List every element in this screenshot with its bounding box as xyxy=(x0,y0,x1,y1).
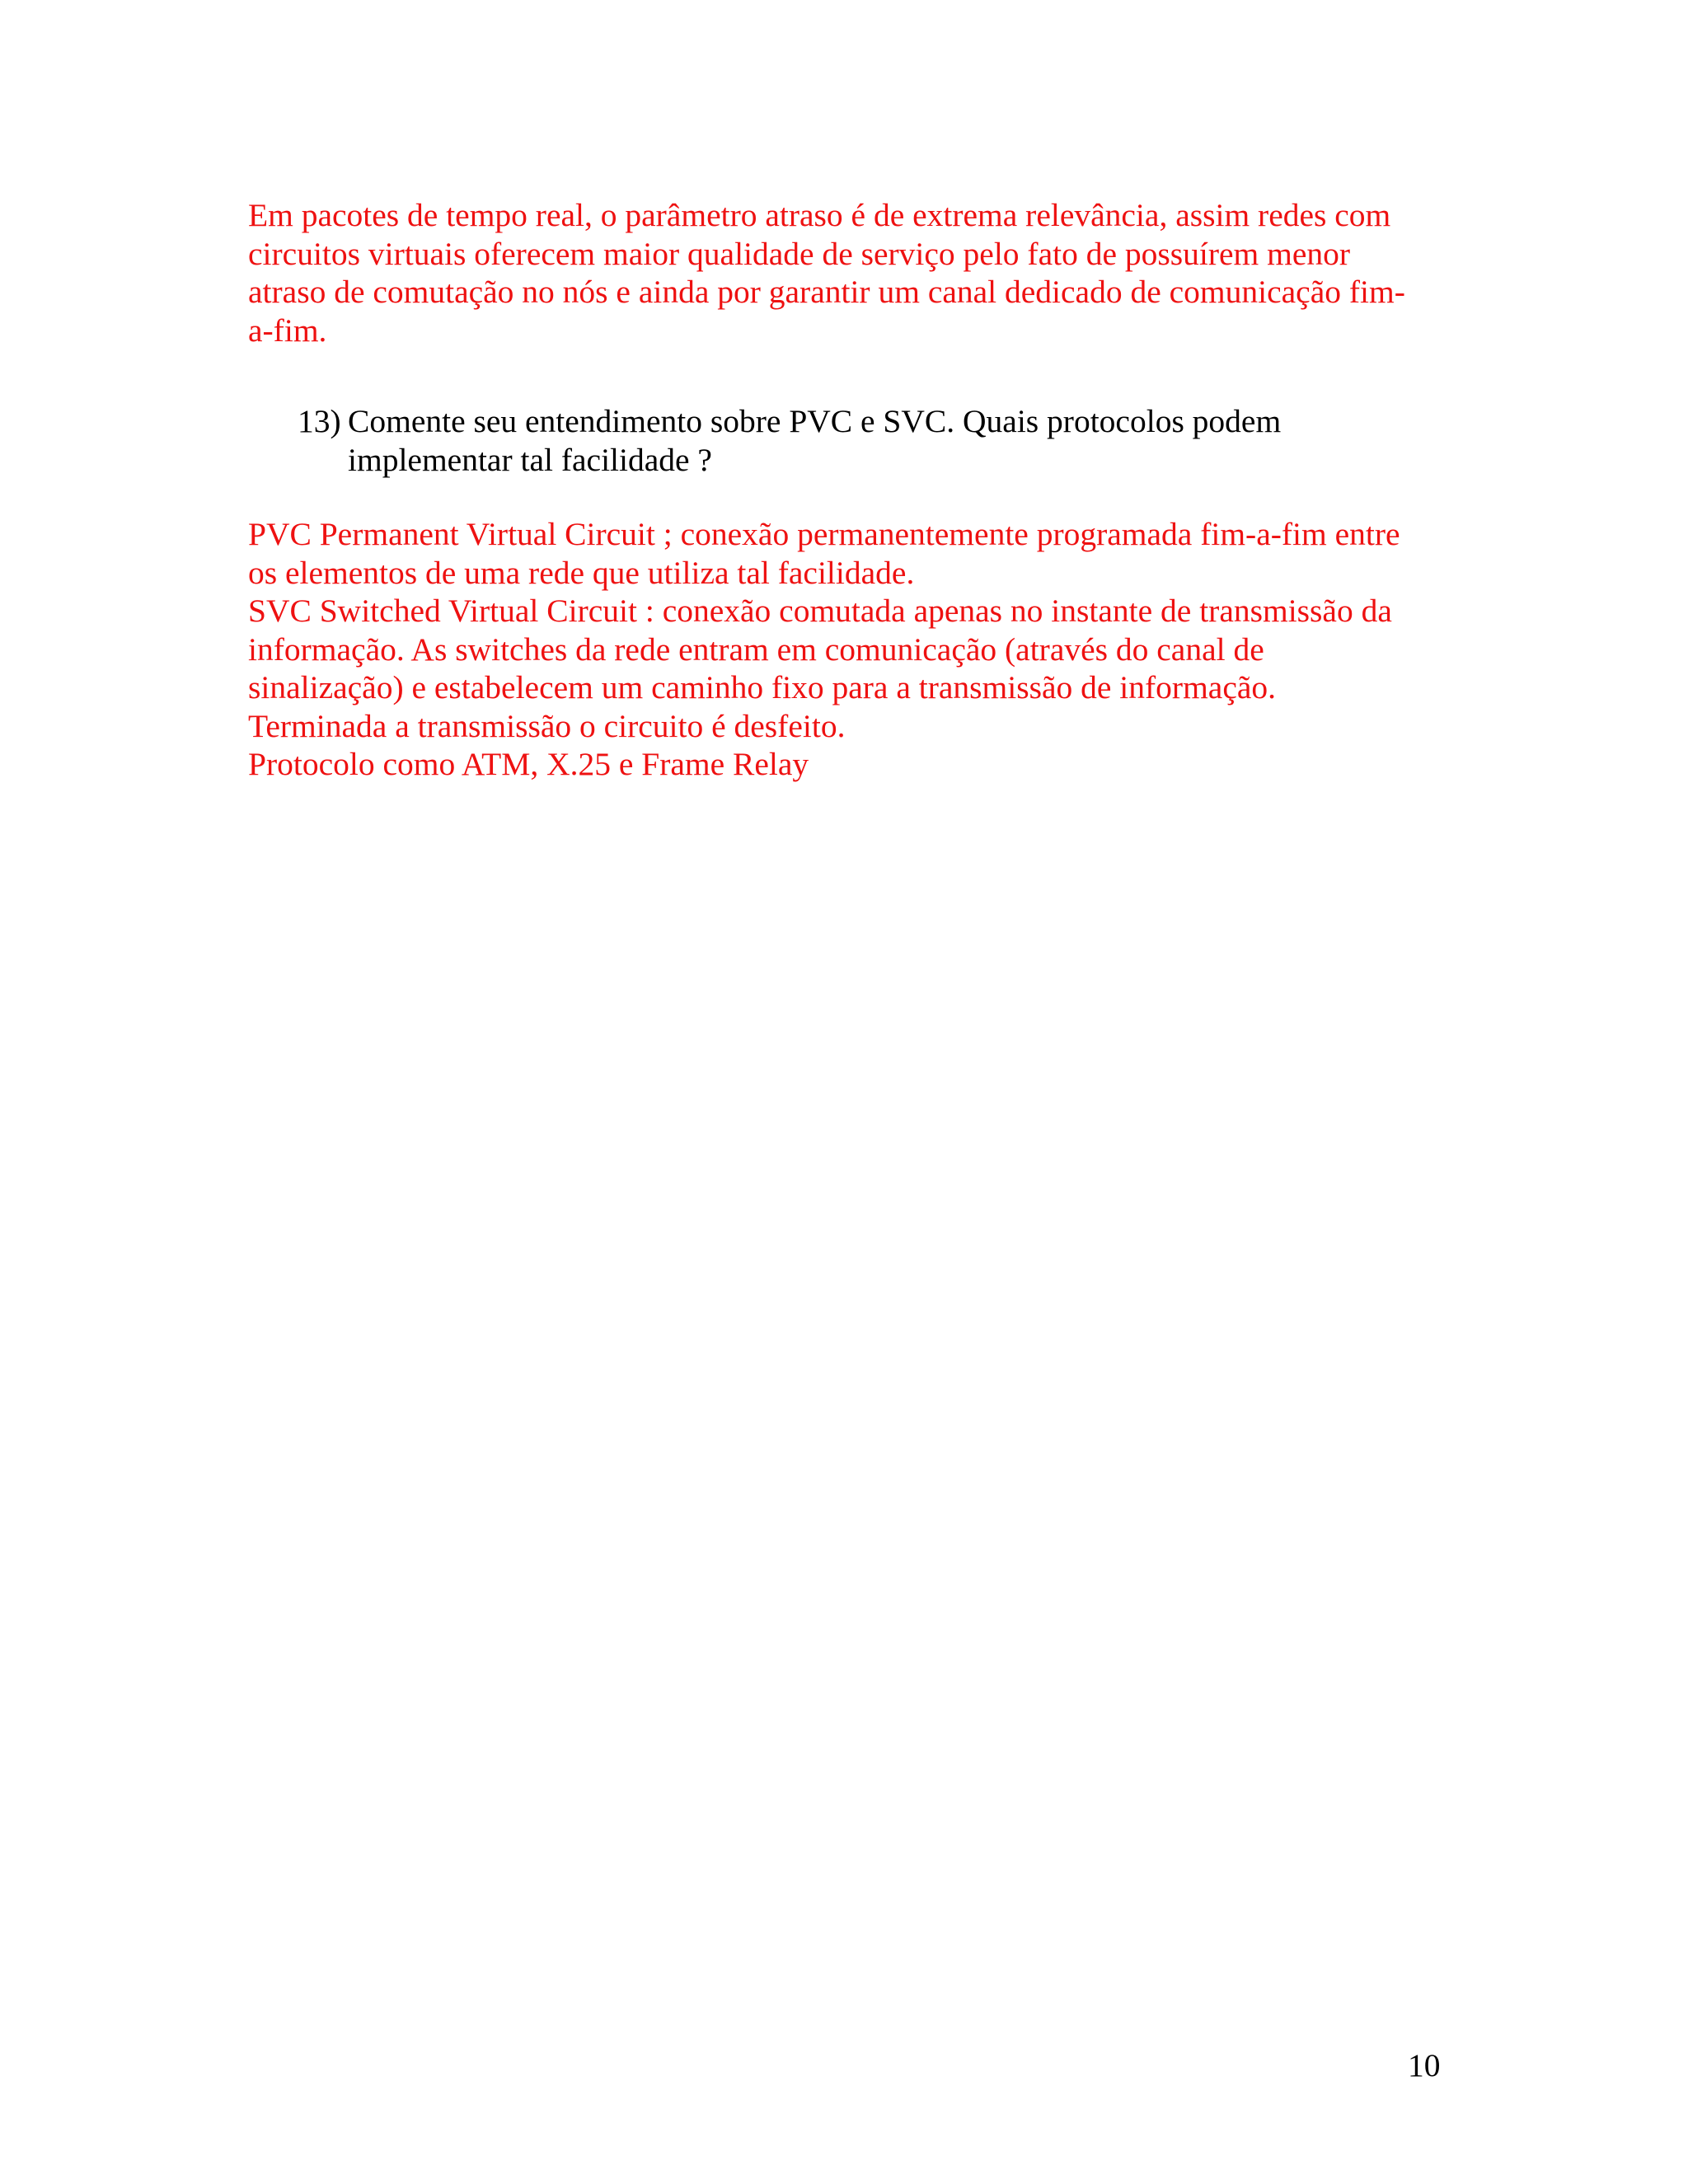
answer-12-line: Em pacotes de tempo real, o parâmetro atraso é de extrema relevância, assim redes com xyxy=(248,197,1391,233)
answer-13-line: sinalização) e estabelecem um caminho fixo para a transmissão de informação. xyxy=(248,669,1277,705)
answer-13-line: os elementos de uma rede que utiliza tal facilidade. xyxy=(248,554,915,591)
question-13-line: implementar tal facilidade ? xyxy=(348,441,712,478)
answer-13-line: Protocolo como ATM, X.25 e Frame Relay xyxy=(248,746,809,782)
answer-12-paragraph xyxy=(248,196,1451,349)
question-text xyxy=(348,402,1451,479)
page-content xyxy=(248,196,1451,784)
answer-12-line: circuitos virtuais oferecem maior qualidade de serviço pelo fato de possuírem menor xyxy=(248,235,1351,272)
question-13 xyxy=(298,402,1451,479)
page-number: 10 xyxy=(1408,2047,1441,2083)
answer-13-line: PVC Permanent Virtual Circuit ; conexão permanentemente programada fim-a-fim entre xyxy=(248,516,1400,552)
question-number: 13) xyxy=(298,403,341,439)
answer-13-line: Terminada a transmissão o circuito é desfeito. xyxy=(248,707,846,744)
answer-13-line: informação. As switches da rede entram em comunicação (através do canal de xyxy=(248,630,1264,668)
answer-13-line: SVC Switched Virtual Circuit : conexão comutada apenas no instante de transmissão da xyxy=(248,593,1392,629)
answer-12-line: a-fim. xyxy=(248,312,327,349)
question-13-line: Comente seu entendimento sobre PVC e SVC. Quais protocolos podem xyxy=(348,403,1282,439)
answer-12-line: atraso de comutação no nós e ainda por garantir um canal dedicado de comunicação fim- xyxy=(248,274,1405,310)
answer-13-paragraph xyxy=(248,515,1451,784)
